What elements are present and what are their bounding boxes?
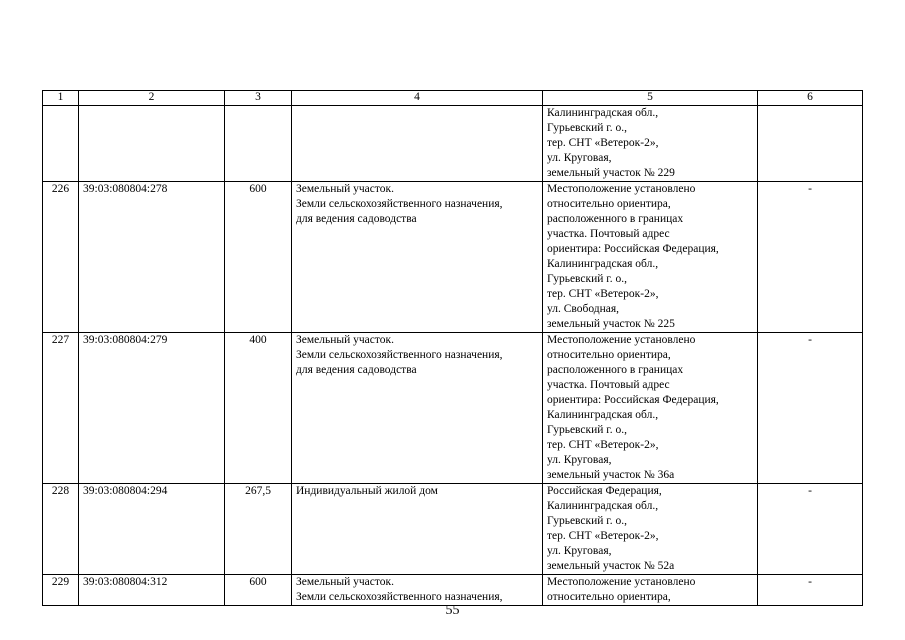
cell-description [292, 106, 543, 182]
header-col-4: 4 [292, 91, 543, 106]
cell-area [225, 106, 292, 182]
cell-cadastral: 39:03:080804:278 [79, 182, 225, 333]
cell-note: - [758, 484, 863, 575]
cell-cadastral: 39:03:080804:312 [79, 575, 225, 606]
page-number: 55 [445, 603, 460, 618]
address-line: расположенного в границах [547, 364, 684, 376]
cell-note: - [758, 575, 863, 606]
address-line: тер. СНТ «Ветерок-2», [547, 530, 659, 542]
table-row [43, 575, 863, 606]
address-line: тер. СНТ «Ветерок-2», [547, 288, 659, 300]
address-line: участка. Почтовый адрес [547, 228, 670, 240]
cell-address [543, 575, 758, 606]
cell-description [292, 484, 543, 575]
table-row [43, 182, 863, 333]
address-line: ориентира: Российская Федерация, [547, 394, 719, 406]
address-line: относительно ориентира, [547, 591, 671, 603]
address-line: относительно ориентира, [547, 349, 671, 361]
cell-area: 267,5 [225, 484, 292, 575]
cell-description [292, 333, 543, 484]
address-line: тер. СНТ «Ветерок-2», [547, 137, 659, 149]
cell-note: - [758, 333, 863, 484]
header-col-2: 2 [79, 91, 225, 106]
header-row [43, 91, 863, 106]
cell-cadastral: 39:03:080804:294 [79, 484, 225, 575]
cell-cadastral [79, 106, 225, 182]
address-line: участка. Почтовый адрес [547, 379, 670, 391]
description-line: для ведения садоводства [296, 364, 417, 376]
description-line: Земельный участок. [296, 334, 394, 346]
description-line: Земли сельскохозяйственного назначения, [296, 591, 503, 603]
cell-number: 226 [43, 182, 79, 333]
cell-address [543, 333, 758, 484]
address-line: Местоположение установлено [547, 334, 696, 346]
cell-area: 600 [225, 182, 292, 333]
description-line: Земельный участок. [296, 183, 394, 195]
address-line: ул. Круговая, [547, 152, 612, 164]
address-line: Гурьевский г. о., [547, 424, 627, 436]
register-table [42, 90, 863, 606]
header-col-6: 6 [758, 91, 863, 106]
address-line: Гурьевский г. о., [547, 122, 627, 134]
address-line: Калининградская обл., [547, 107, 659, 119]
cell-area: 600 [225, 575, 292, 606]
cell-area: 400 [225, 333, 292, 484]
address-line: земельный участок № 229 [547, 167, 675, 179]
address-line: Местоположение установлено [547, 576, 696, 588]
address-line: ул. Круговая, [547, 454, 612, 466]
address-line: Российская Федерация, [547, 485, 662, 497]
description-line: Индивидуальный жилой дом [296, 485, 438, 497]
cell-note [758, 106, 863, 182]
address-line: Гурьевский г. о., [547, 515, 627, 527]
address-line: расположенного в границах [547, 213, 684, 225]
address-line: Калининградская обл., [547, 258, 659, 270]
cell-note: - [758, 182, 863, 333]
address-line: земельный участок № 36а [547, 469, 675, 481]
address-line: Местоположение установлено [547, 183, 696, 195]
header-col-1: 1 [43, 91, 79, 106]
description-line: Земли сельскохозяйственного назначения, [296, 198, 503, 210]
cell-number: 227 [43, 333, 79, 484]
address-line: ул. Круговая, [547, 545, 612, 557]
description-line: Земельный участок. [296, 576, 394, 588]
address-line: относительно ориентира, [547, 198, 671, 210]
header-col-5: 5 [543, 91, 758, 106]
address-line: ул. Свободная, [547, 303, 620, 315]
table-row-continuation [43, 106, 863, 182]
description-line: Земли сельскохозяйственного назначения, [296, 349, 503, 361]
address-line: тер. СНТ «Ветерок-2», [547, 439, 659, 451]
cell-address [543, 182, 758, 333]
cell-address [543, 484, 758, 575]
cell-description [292, 575, 543, 606]
address-line: Калининградская обл., [547, 409, 659, 421]
address-line: земельный участок № 225 [547, 318, 675, 330]
address-line: Гурьевский г. о., [547, 273, 627, 285]
address-line: Калининградская обл., [547, 500, 659, 512]
cell-number [43, 106, 79, 182]
cell-description [292, 182, 543, 333]
address-line: земельный участок № 52а [547, 560, 675, 572]
cell-number: 228 [43, 484, 79, 575]
table-row [43, 333, 863, 484]
header-col-3: 3 [225, 91, 292, 106]
cell-address [543, 106, 758, 182]
cell-number: 229 [43, 575, 79, 606]
address-line: ориентира: Российская Федерация, [547, 243, 719, 255]
description-line: для ведения садоводства [296, 213, 417, 225]
cell-cadastral: 39:03:080804:279 [79, 333, 225, 484]
table-row [43, 484, 863, 575]
